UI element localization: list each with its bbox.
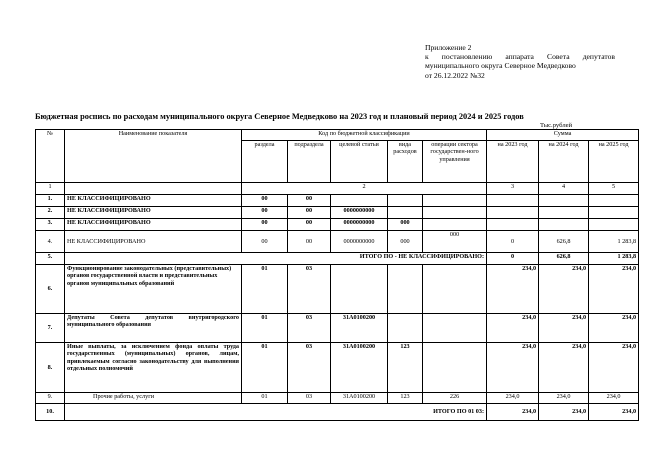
cell-2023: 0 bbox=[487, 231, 539, 253]
header-num: № bbox=[36, 130, 65, 183]
header-2023: на 2023 год bbox=[487, 141, 539, 183]
cell-target: 31А0100200 bbox=[331, 314, 388, 343]
table-row bbox=[36, 265, 639, 314]
cell-target bbox=[331, 265, 388, 314]
cell-subsection: 03 bbox=[288, 393, 331, 404]
header-sum-group: Сумма bbox=[487, 130, 639, 141]
header-2025: на 2025 год bbox=[589, 141, 639, 183]
cell-subsection: 00 bbox=[288, 219, 331, 231]
cell-section: 00 bbox=[242, 219, 288, 231]
cell-num: 7. bbox=[36, 314, 65, 343]
cell-operation bbox=[423, 207, 487, 219]
cell-subsection: 00 bbox=[288, 207, 331, 219]
cell-2025: 1 283,8 bbox=[589, 253, 639, 265]
table-row bbox=[36, 231, 639, 253]
cell-subsection: 00 bbox=[288, 195, 331, 207]
cell-2024 bbox=[539, 195, 589, 207]
cell-2025: 234,0 bbox=[589, 393, 639, 404]
appendix-line-4: от 26.12.2022 №32 bbox=[425, 70, 485, 80]
budget-table bbox=[35, 129, 639, 421]
cell-2023: 0 bbox=[487, 253, 539, 265]
cell-name: Функционирование законодательных (представительных) органов государственной власти и представительных органов муниципальных образований bbox=[65, 265, 242, 314]
cell-2024: 234,0 bbox=[539, 393, 589, 404]
column-number-row bbox=[36, 183, 639, 195]
col-number-2: 2 bbox=[242, 183, 487, 195]
header-row-1 bbox=[36, 130, 639, 141]
cell-subsection: 00 bbox=[288, 231, 331, 253]
cell-subsection: 03 bbox=[288, 314, 331, 343]
cell-operation bbox=[423, 343, 487, 393]
units-label: Тыс.рублей bbox=[540, 122, 573, 129]
cell-2023: 234,0 bbox=[487, 343, 539, 393]
cell-expense: 000 bbox=[388, 219, 423, 231]
appendix-line-1: Приложение 2 bbox=[425, 43, 472, 52]
subtotal-row bbox=[36, 404, 639, 421]
col-number-3: 3 bbox=[487, 183, 539, 195]
cell-operation bbox=[423, 314, 487, 343]
cell-2025: 1 283,8 bbox=[589, 231, 639, 253]
cell-name: Иные выплаты, за исключением фонда оплаты труда государственных (муниципальных) органов, лицам, привлекаемым согласно законодательству для выполнения отдельных полномочий bbox=[65, 343, 242, 393]
cell-2025: 234,0 bbox=[589, 265, 639, 314]
cell-2023: 234,0 bbox=[487, 393, 539, 404]
cell-expense: 123 bbox=[388, 343, 423, 393]
cell-operation bbox=[423, 195, 487, 207]
cell-name: НЕ КЛАССИФИЦИРОВАНО bbox=[65, 195, 242, 207]
cell-section: 01 bbox=[242, 314, 288, 343]
appendix-line-2 bbox=[425, 52, 615, 61]
cell-2023 bbox=[487, 195, 539, 207]
cell-num: 9. bbox=[36, 393, 65, 404]
cell-expense bbox=[388, 195, 423, 207]
cell-num: 5. bbox=[36, 253, 65, 265]
header-section: раздела bbox=[242, 141, 288, 183]
cell-2024: 234,0 bbox=[539, 404, 589, 421]
cell-expense: 123 bbox=[388, 393, 423, 404]
cell-section: 00 bbox=[242, 207, 288, 219]
appendix-word: постановлению bbox=[441, 52, 493, 62]
cell-target: 31А0100200 bbox=[331, 343, 388, 393]
col-number-1: 1 bbox=[36, 183, 65, 195]
appendix-word: депутатов bbox=[582, 52, 615, 62]
cell-2024: 626,8 bbox=[539, 253, 589, 265]
cell-2024 bbox=[539, 219, 589, 231]
cell-expense bbox=[388, 207, 423, 219]
cell-2025 bbox=[589, 219, 639, 231]
cell-2024 bbox=[539, 207, 589, 219]
table-row bbox=[36, 207, 639, 219]
subtotal-label: ИТОГО ПО - НЕ КЛАССИФИЦИРОВАНО: bbox=[65, 253, 487, 265]
cell-num: 2. bbox=[36, 207, 65, 219]
appendix-block bbox=[425, 43, 615, 80]
cell-name: НЕ КЛАССИФИЦИРОВАНО bbox=[65, 231, 242, 253]
table-row bbox=[36, 314, 639, 343]
cell-target: 0000000000 bbox=[331, 207, 388, 219]
cell-section: 00 bbox=[242, 195, 288, 207]
cell-2025 bbox=[589, 195, 639, 207]
cell-operation: 226 bbox=[423, 393, 487, 404]
cell-target: 31А0100200 bbox=[331, 393, 388, 404]
cell-section: 01 bbox=[242, 265, 288, 314]
header-operation: операции сектора государствен-ного управления bbox=[423, 141, 487, 183]
header-name: Наименование показателя bbox=[65, 130, 242, 183]
table-row bbox=[36, 195, 639, 207]
appendix-word: к bbox=[425, 52, 429, 62]
cell-2024: 234,0 bbox=[539, 343, 589, 393]
appendix-word: Совета bbox=[547, 52, 570, 62]
cell-2025 bbox=[589, 207, 639, 219]
cell-name: НЕ КЛАССИФИЦИРОВАНО bbox=[65, 207, 242, 219]
cell-name: НЕ КЛАССИФИЦИРОВАНО bbox=[65, 219, 242, 231]
cell-num: 1. bbox=[36, 195, 65, 207]
cell-operation: 000 bbox=[423, 231, 487, 253]
cell-operation bbox=[423, 265, 487, 314]
cell-num: 8. bbox=[36, 343, 65, 393]
document-title: Бюджетная роспись по расходам муниципального округа Северное Медведково на 2023 год и плановый период 2024 и 2025 годов bbox=[35, 112, 524, 121]
cell-2023: 234,0 bbox=[487, 404, 539, 421]
cell-target bbox=[331, 195, 388, 207]
header-expense-type: вида расходов bbox=[388, 141, 423, 183]
cell-num: 4. bbox=[36, 231, 65, 253]
cell-subsection: 03 bbox=[288, 265, 331, 314]
cell-2024: 234,0 bbox=[539, 265, 589, 314]
header-target: целевой статьи bbox=[331, 141, 388, 183]
appendix-word: аппарата bbox=[505, 52, 534, 62]
cell-2023: 234,0 bbox=[487, 314, 539, 343]
cell-num: 6. bbox=[36, 265, 65, 314]
cell-name: Депутаты Совета депутатов внутригородского муниципального образования bbox=[65, 314, 242, 343]
cell-name: Прочие работы, услуги bbox=[65, 393, 242, 404]
cell-2023 bbox=[487, 219, 539, 231]
cell-2025: 234,0 bbox=[589, 314, 639, 343]
cell-2024: 234,0 bbox=[539, 314, 589, 343]
cell-expense bbox=[388, 265, 423, 314]
cell-2024: 626,8 bbox=[539, 231, 589, 253]
cell-target: 0000000000 bbox=[331, 231, 388, 253]
col-number-4: 4 bbox=[539, 183, 589, 195]
table-row bbox=[36, 393, 639, 404]
table-row bbox=[36, 343, 639, 393]
cell-expense: 000 bbox=[388, 231, 423, 253]
subtotal-row bbox=[36, 253, 639, 265]
cell-expense bbox=[388, 314, 423, 343]
cell-section: 01 bbox=[242, 393, 288, 404]
cell-2025: 234,0 bbox=[589, 404, 639, 421]
cell-num: 3. bbox=[36, 219, 65, 231]
cell-operation bbox=[423, 219, 487, 231]
cell-2025: 234,0 bbox=[589, 343, 639, 393]
appendix-line-3: муниципального округа Северное Медведково bbox=[425, 61, 576, 71]
header-2024: на 2024 год bbox=[539, 141, 589, 183]
cell-subsection: 03 bbox=[288, 343, 331, 393]
table-row bbox=[36, 219, 639, 231]
cell-2023 bbox=[487, 207, 539, 219]
cell-target: 0000000000 bbox=[331, 219, 388, 231]
header-code-group: Код по бюджетной классификации bbox=[242, 130, 487, 141]
subtotal-label: ИТОГО ПО 01 03: bbox=[65, 404, 487, 421]
col-number-1-blank bbox=[65, 183, 242, 195]
cell-section: 01 bbox=[242, 343, 288, 393]
cell-section: 00 bbox=[242, 231, 288, 253]
cell-num: 10. bbox=[36, 404, 65, 421]
col-number-5: 5 bbox=[589, 183, 639, 195]
cell-2023: 234,0 bbox=[487, 265, 539, 314]
header-subsection: подраздела bbox=[288, 141, 331, 183]
